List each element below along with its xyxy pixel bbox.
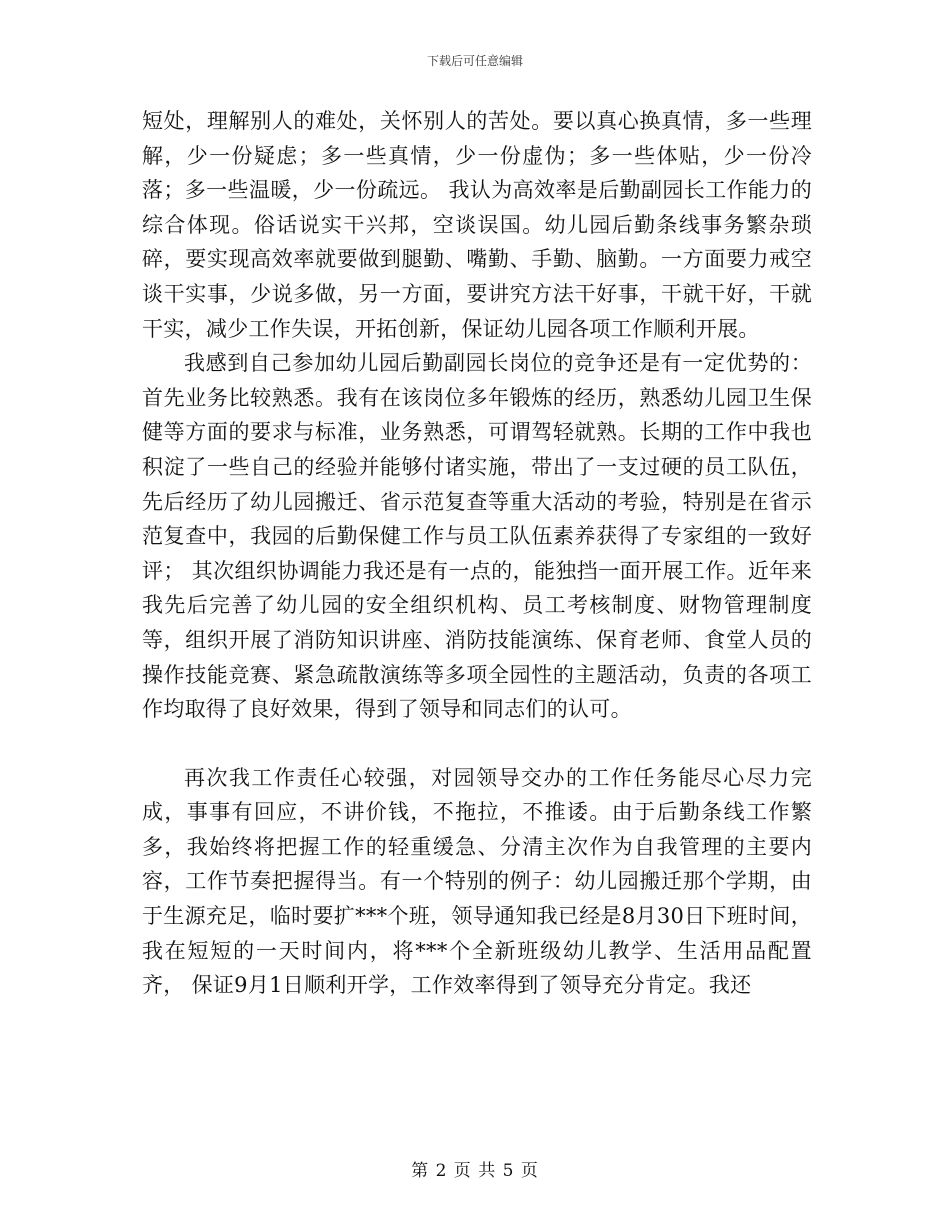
document-body [142,104,812,1003]
body-paragraph-1: 短处，理解别人的难处，关怀别人的苦处。要以真心换真情，多一些理解，少一份疑虑；多一些真情，少一份虚伪；多一些体贴，少一份冷落；多一些温暖，少一份疏远。 我认为高效率是后勤副园长工作能力的综合体现。俗话说实干兴邦，空谈误国。幼儿园后勤条线事务繁杂琐碎，要实现高效率就要做到腿勤、嘴勤、手勤、脑勤。一方面要力戒空谈干实事，少说多做，另一方面，要讲究方法干好事，干就干好，干就干实，减少工作失误，开拓创新，保证幼儿园各项工作顺利开展。 [142,109,812,341]
page-number-footer: 第 2 页 共 5 页 [411,1161,539,1181]
body-paragraph-2: 我感到自己参加幼儿园后勤副园长岗位的竞争还是有一定优势的： 首先业务比较熟悉。我有在该岗位多年锻炼的经历，熟悉幼儿园卫生保健等方面的要求与标准，业务熟悉，可谓驾轻就熟。长期的工作中我也积淀了一些自己的经验并能够付诸实施，带出了一支过硬的员工队伍，先后经历了幼儿园搬迁、省示范复查等重大活动的考验，特别是在省示范复查中，我园的后勤保健工作与员工队伍素养获得了专家组的一致好评； 其次组织协调能力我还是有一点的，能独挡一面开展工作。近年来我先后完善了幼儿园的安全组织机构、员工考核制度、财物管理制度等，组织开展了消防知识讲座、消防技能演练、保育老师、食堂人员的操作技能竞赛、紧急疏散演练等多项全园性的主题活动，负责的各项工作均取得了良好效果，得到了领导和同志们的认可。 [142,351,812,722]
body-paragraph-3: 再次我工作责任心较强，对园领导交办的工作任务能尽心尽力完成，事事有回应，不讲价钱，不拖拉，不推诿。由于后勤条线工作繁多，我始终将把握工作的轻重缓急、分清主次作为自我管理的主要内容，工作节奏把握得当。有一个特别的例子：幼儿园搬迁那个学期，由于生源充足，临时要扩***个班，领导通知我已经是8月30日下班时间，我在短短的一天时间内，将***个全新班级幼儿教学、生活用品配置齐， 保证9月1日顺利开学，工作效率得到了领导充分肯定。我还 [142,765,812,998]
page-header-note: 下载后可任意编辑 [426,54,523,68]
